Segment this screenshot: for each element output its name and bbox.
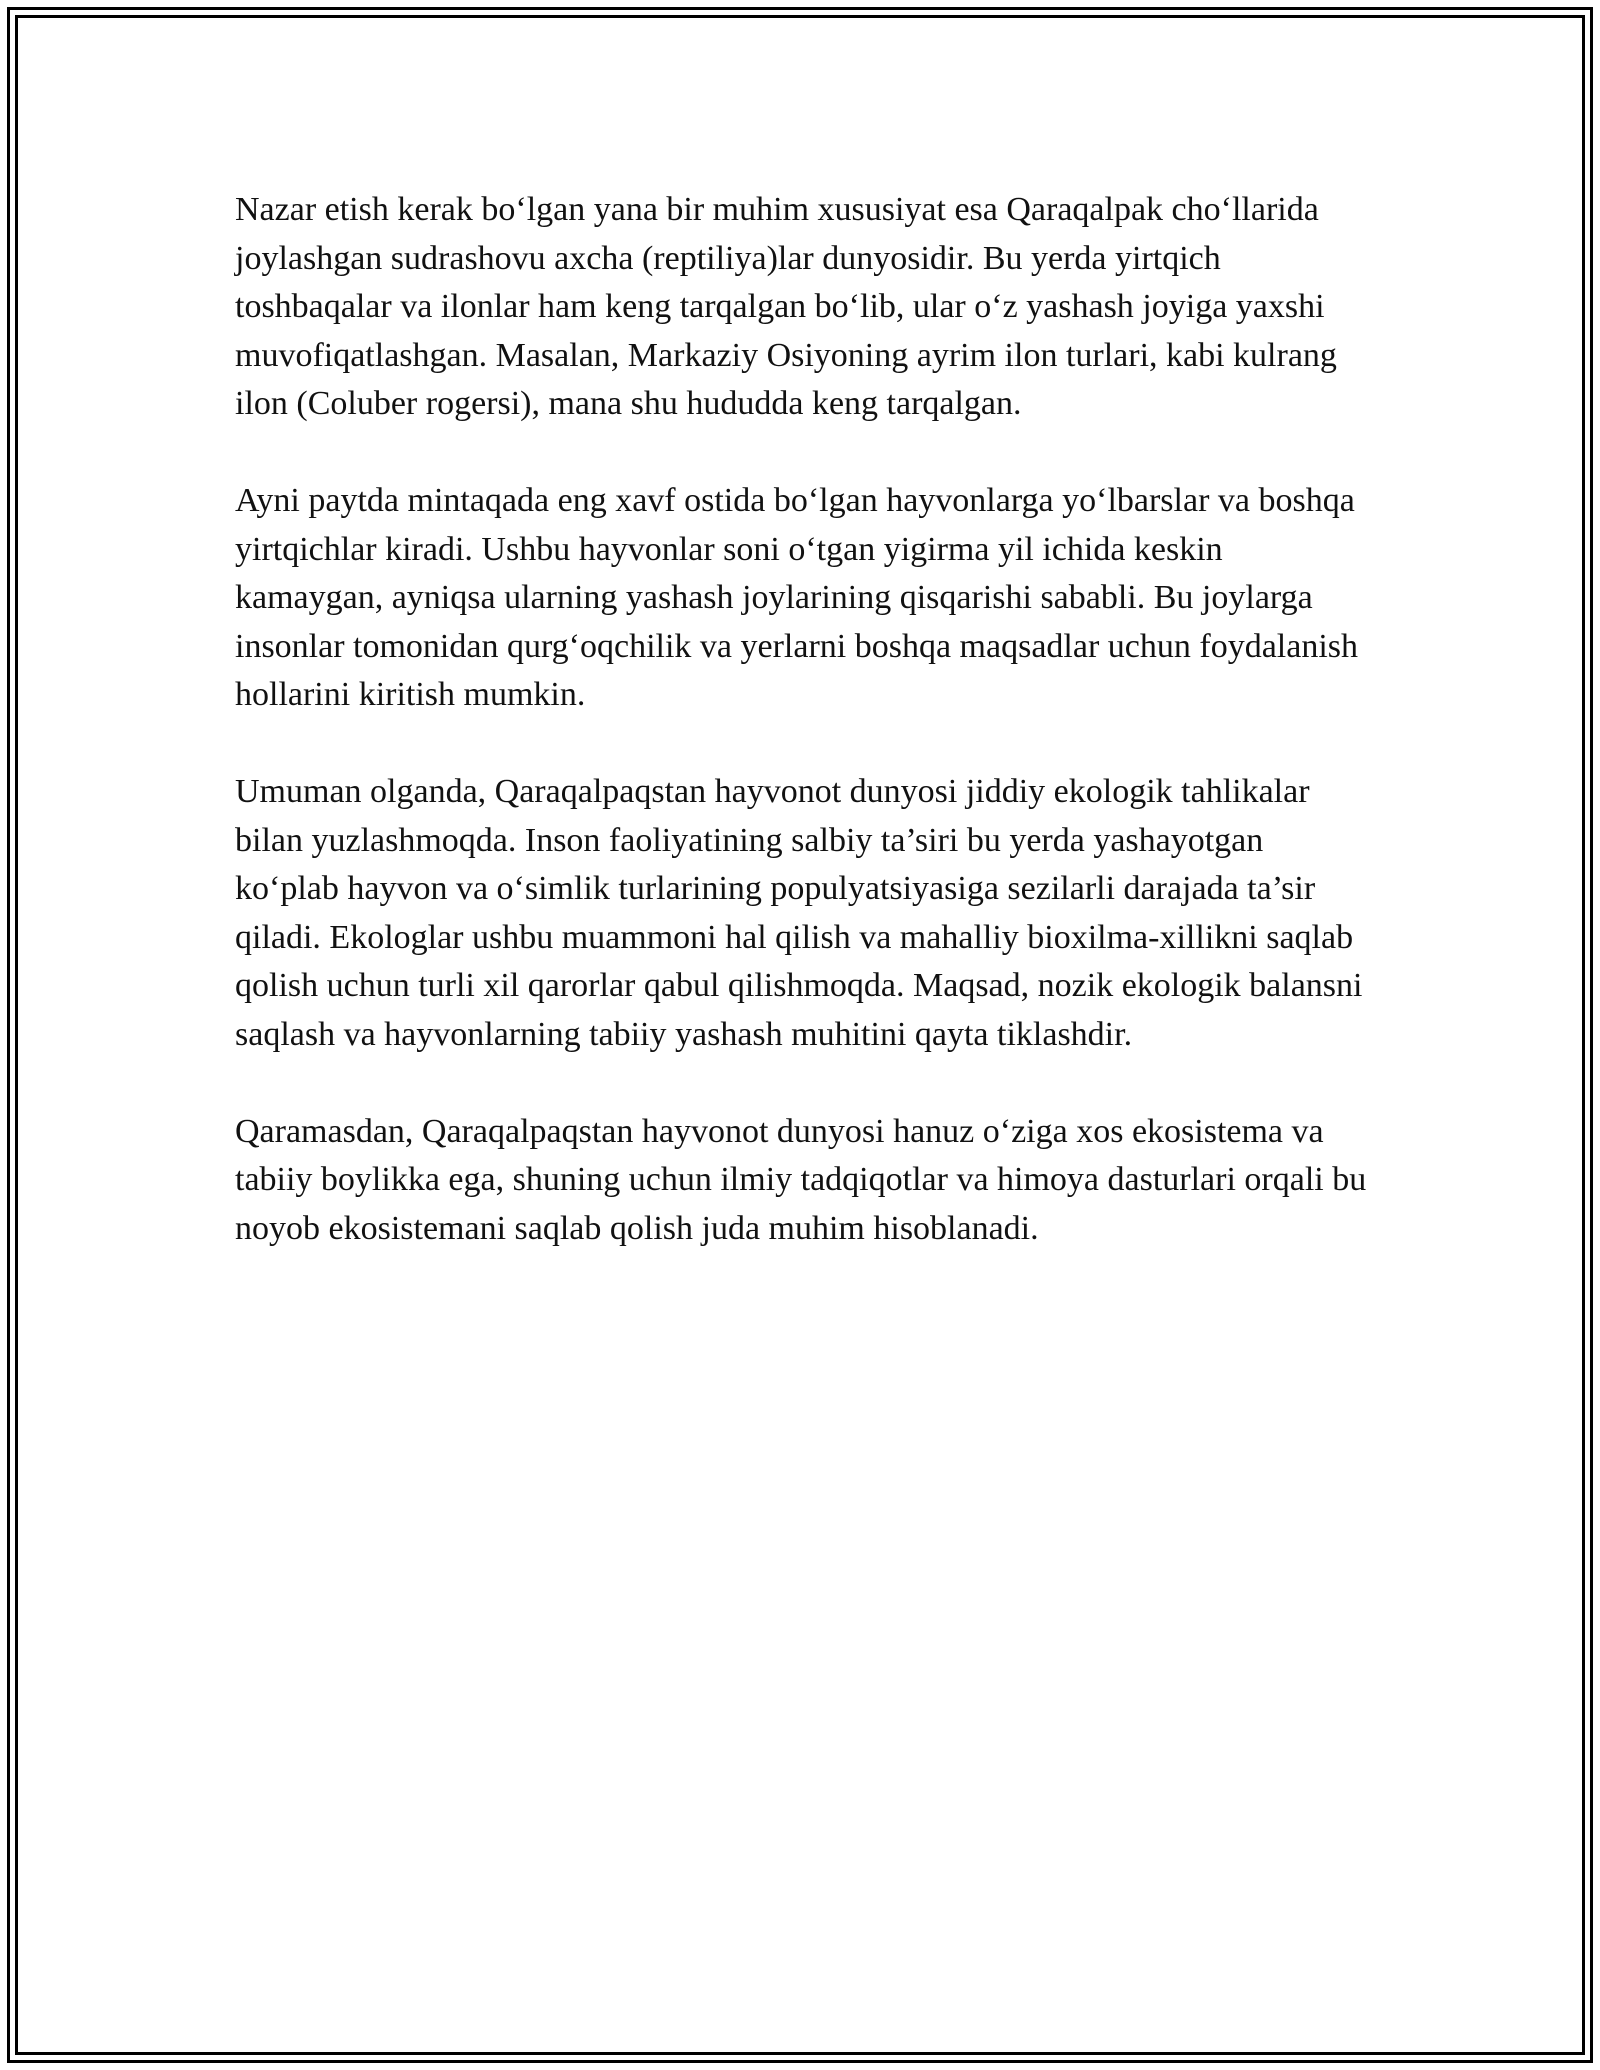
paragraph-ecological-threats: Umuman olganda, Qaraqalpaqstan hayvonot dunyosi jiddiy ekologik tahlikalar bilan yuzlashmoqda. Inson faoliyatining salbiy ta’siri bu yerda yashayotgan ko‘plab hayvon va o‘simlik turlarining populyatsiyasiga sezilarli darajada ta’sir qiladi. Ekologlar ushbu muammoni hal qilish va mahalliy bioxilma-xillikni saqlab qolish uchun turli xil qarorlar qabul qilishmoqda. Maqsad, nozik ekologik balansni saqlash va hayvonlarning tabiiy yashash muhitini qayta tiklashdir. bbox=[235, 773, 1363, 1053]
paragraph-endangered-animals: Ayni paytda mintaqada eng xavf ostida bo‘lgan hayvonlarga yo‘lbarslar va boshqa yirtqichlar kiradi. Ushbu hayvonlar soni o‘tgan yigirma yil ichida keskin kamaygan, ayniqsa ularning yashash joylarining qisqarishi sababli. Bu joylarga insonlar tomonidan qurg‘oqchilik va yerlarni boshqa maqsadlar uchun foydalanish hollarini kiritish mumkin. bbox=[235, 482, 1358, 713]
paragraph-reptiles: Nazar etish kerak bo‘lgan yana bir muhim xususiyat esa Qaraqalpak cho‘llarida joylashgan sudrashovu axcha (reptiliya)lar dunyosidir. Bu yerda yirtqich toshbaqalar va ilonlar ham keng tarqalgan bo‘lib, ular o‘z yashash joyiga yaxshi muvofiqatlashgan. Masalan, Markaziy Osiyoning ayrim ilon turlari, kabi kulrang ilon (Coluber rogersi), mana shu hududda keng tarqalgan. bbox=[235, 191, 1337, 422]
document-body bbox=[235, 186, 1375, 1302]
paragraph-conclusion: Qaramasdan, Qaraqalpaqstan hayvonot dunyosi hanuz o‘ziga xos ekosistema va tabiiy boylikka ega, shuning uchun ilmiy tadqiqotlar va himoya dasturlari orqali bu noyob ekosistemani saqlab qolish juda muhim hisoblanadi. bbox=[235, 1112, 1367, 1247]
